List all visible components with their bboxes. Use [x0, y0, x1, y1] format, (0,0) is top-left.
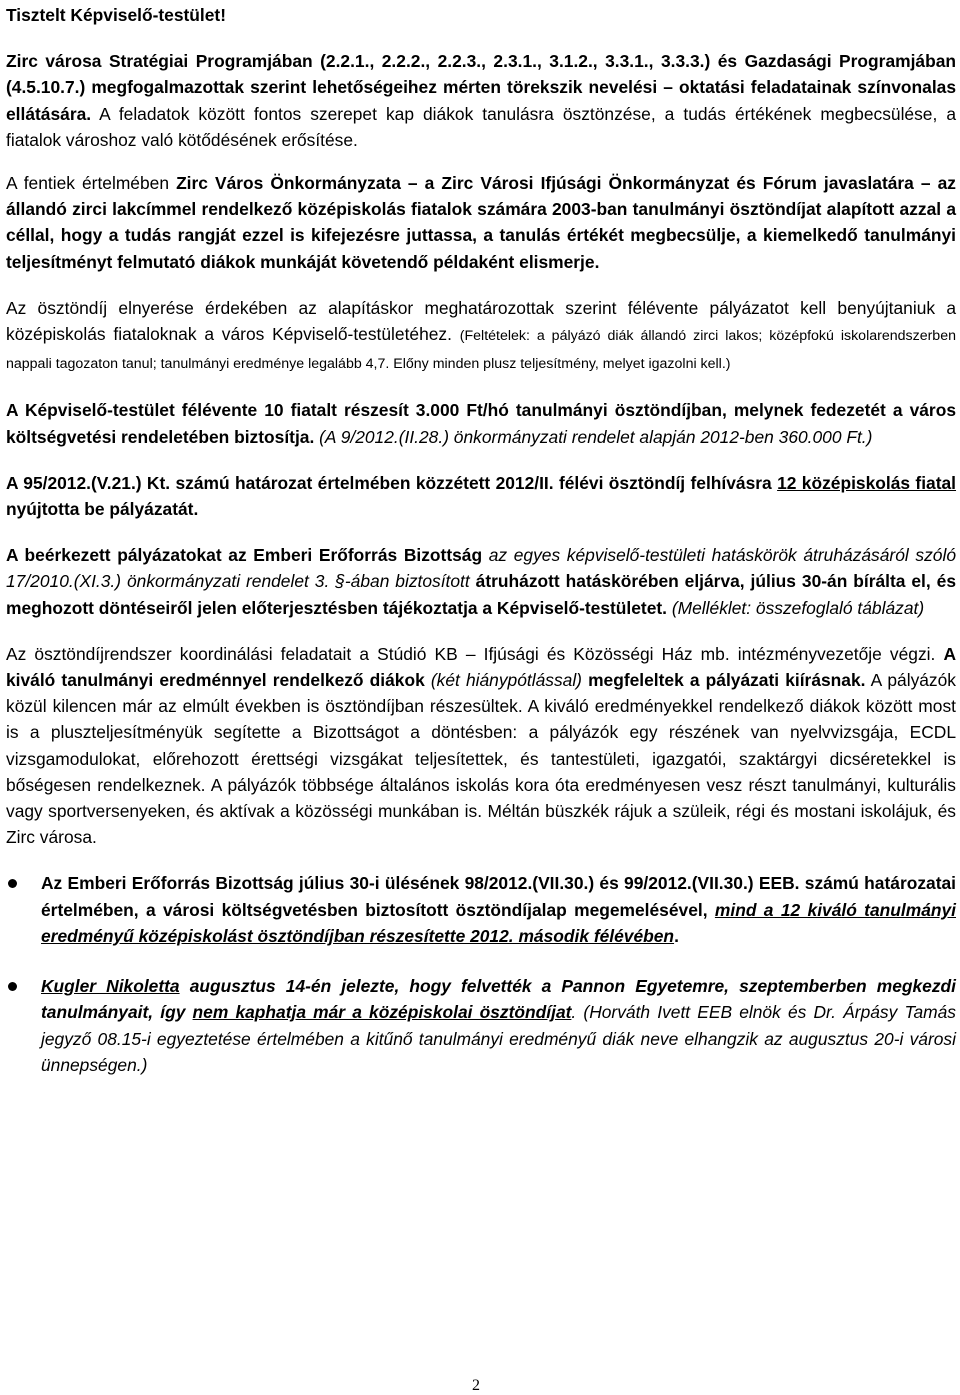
coordination-text: Az ösztöndíjrendszer koordinálási feladatait a Stúdió KB – Ifjúsági és Közösségi Ház mb. intézményvezetője végzi. [6, 643, 944, 664]
call-text: A 95/2012.(V.21.) Kt. számú határozat értelmében közzétett 2012/II. félévi ösztöndíj felhívásra [6, 472, 778, 493]
salutation: Tisztelt Képviselő-testület! [6, 5, 227, 25]
application-conditions: (Feltételek: a pályázó diák állandó zirci lakos; középfokú iskolarendszerben nappali tagozaton tanul; tanulmányi eredménye legalább 4,7. Előny minden plusz teljesítmény, melyet igazolni kell.) [6, 328, 956, 373]
application-text: Az ösztöndíj elnyerése érdekében az alapításkor meghatározottak szerint félévente pályázatot kell benyújtaniuk a középiskolás fiataloknak a város Képviselő-testületéhez. [6, 297, 956, 345]
achievements-text: A pályázók közül kilencen már az elmúlt években is ösztöndíjban részesültek. A kiváló eredményekkel rendelkező diákok között most is a pluszteljesítményük segítette a Bizottságot a döntésben: a pályázók egy részének van nyelvvizsgája, ECDL vizsgamodulokat, előrehozott érettségi vizsgákat teljesítettek, és tantestületi, igazgatói, szaktárgyi dicséretekkel is bőségesen rendelkeznek. A pályázók többsége általános iskolás kora óta eredményesen vesz részt tanulmányi, kulturális vagy sportversenyeken, és aktívak a közösségi munkában is. Méltán büszkék rájuk a szüleik, régi és mostani iskolájuk, és Zirc városa. [6, 670, 956, 848]
call-text-end: nyújtotta be pályázatát. [6, 499, 199, 520]
document-page [6, 2, 956, 1102]
paragraph-committee [6, 542, 956, 621]
student-name: Kugler Nikoletta [41, 976, 180, 997]
funding-note: (A 9/2012.(II.28.) önkormányzati rendelet alapján 2012-ben 360.000 Ft.) [314, 426, 873, 447]
paragraph-application [6, 295, 956, 378]
withdrawal-note: . (Horváth Ivett EEB elnök és Dr. Árpásy Tamás jegyző 08.15-i egyeztetése értelmében a kitűnő tanulmányi eredményű diák neve elhangzik az augusztus 20-i városi ünnepségen.) [41, 1002, 957, 1075]
list-item-decision [6, 870, 956, 949]
list-item-withdrawal [6, 973, 956, 1078]
foundation-text: Zirc Város Önkormányzata – a Zirc Városi Ifjúsági Önkormányzat és Fórum javaslatára – az állandó zirci lakcímmel rendelkező középiskolás fiatalok számára 2003-ban tanulmányi ösztöndíjat alapított azzal a céllal, hogy a tudás rangját ezzel is kifejezésre juttassa, a tanulás értékét megbecsülje, a kiemelkedő tanulmányi teljesítményt felmutató diákok munkáját követendő példaként elismerje. [6, 173, 956, 272]
withdrawal-text: augusztus 14-én jelezte, hogy felvették a Pannon Egyetemre, szeptemberben megkezdi tanulmányait, így [41, 976, 956, 1023]
decision-end: . [674, 925, 679, 946]
paragraph-call [6, 470, 956, 522]
students-text: A kiváló tanulmányi eredménnyel rendelkező diákok [6, 643, 956, 691]
foundation-lead: A fentiek értelmében [6, 173, 177, 194]
funding-text: A Képviselő-testület félévente 10 fiatalt részesít 3.000 Ft/hó tanulmányi ösztöndíjban, melynek fedezetét a város költségvetési rendeletében biztosítja. [6, 400, 956, 447]
committee-decision: átruházott hatáskörében eljárva, július 30-án bírálta el, és meghozott döntéseiről jelen előterjesztésben tájékoztatja a Képviselő-testületet. [6, 571, 956, 618]
paragraph-coordination [6, 641, 956, 851]
decision-list [6, 870, 956, 1077]
paragraph-strategy [6, 48, 956, 153]
strategy-text: Zirc városa Stratégiai Programjában (2.2.1., 2.2.2., 2.2.3., 2.3.1., 3.1.2., 3.3.1., 3.3.3.) és Gazdasági Programjában (4.5.10.7.) megfogalmazottak szerint lehetőségeihez mérten törekszik nevelési – oktatási feladatainak színvonalas ellátására. [6, 51, 956, 124]
decision-result: mind a 12 kiváló tanulmányi eredményű középiskolást ösztöndíjban részesítette 2012. második félévében [41, 899, 956, 946]
applicant-count: 12 középiskolás fiatal [777, 472, 957, 493]
bullet-icon [8, 879, 17, 888]
page-number: 2 [472, 1377, 480, 1394]
bullet-icon [8, 982, 17, 991]
attachment-note: (Melléklet: összefoglaló táblázat) [667, 597, 925, 618]
committee-name: A beérkezett pályázatokat az Emberi Erőforrás Bizottság [6, 545, 483, 566]
withdrawal-result: nem kaphatja már a középiskolai ösztöndíjat [192, 1002, 572, 1023]
paragraph-funding [6, 397, 956, 449]
supplement-note: (két hiánypótlással) [424, 670, 582, 691]
eligibility-text: megfeleltek a pályázati kiírásnak. [581, 670, 866, 691]
tasks-text: A feladatok között fontos szerepet kap diákok tanulásra ösztönzése, a tudás értékének megbecsülése, a fiatalok városhoz való kötődésének erősítése. [6, 103, 956, 150]
paragraph-foundation [6, 170, 956, 275]
decision-text: Az Emberi Erőforrás Bizottság július 30-i ülésének 98/2012.(VII.30.) és 99/2012.(VII.30.) EEB. számú határozatai értelmében, a városi költségvetésben biztosított ösztöndíjalap megemelésével, [41, 873, 956, 920]
committee-regulation: az egyes képviselő-testületi hatáskörök átruházásáról szóló 17/2010.(XI.3.) önkormányzati rendelet 3. §-ában biztosított [6, 545, 956, 592]
